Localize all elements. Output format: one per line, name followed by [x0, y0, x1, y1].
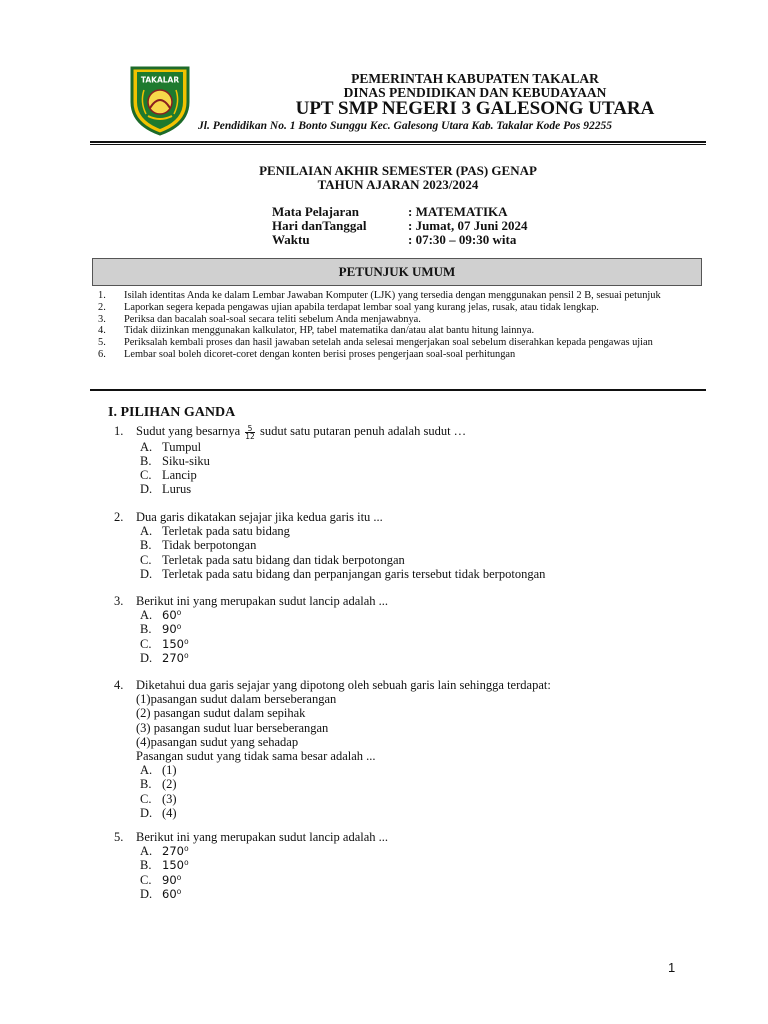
statement-item: (1)pasangan sudut dalam berseberangan: [136, 692, 337, 707]
answer-option: C. Lancip: [140, 468, 197, 483]
answer-option: D. 270⁰: [140, 650, 189, 665]
question-stem: 1. Sudut yang besarnya $\frac{5}{12}$ sudut satu putaran penuh adalah sudut …: [114, 423, 467, 441]
instruction-item: 6. Lembar soal boleh dicoret-coret dengan konten berisi proses pengerjaan soal-soal perhitungan: [98, 348, 516, 360]
answer-option: C. Terletak pada satu bidang dan tidak berpotongan: [140, 552, 405, 567]
meta-value: : Jumat, 07 Juni 2024: [408, 218, 528, 233]
exam-year: TAHUN AJARAN 2023/2024: [317, 177, 479, 192]
question-stem: 2. Dua garis dikatakan sejajar jika kedua garis itu ...: [114, 510, 383, 524]
answer-option: B. Siku-siku: [140, 453, 210, 468]
instructions-divider: [90, 389, 706, 391]
answer-option: D. (4): [140, 805, 177, 820]
instruction-item: 1. Isilah identitas Anda ke dalam Lembar Jawaban Komputer (LJK) yang tersedia dengan menggunakan pensil 2 B, sesuai petunjuk: [98, 290, 661, 301]
fraction: $\frac{5}{12}$: [245, 423, 255, 441]
answer-option: C. 150⁰: [140, 636, 189, 651]
instructions-heading: PETUNJUK UMUM: [92, 258, 702, 286]
svg-text:TAKALAR: TAKALAR: [140, 75, 180, 85]
answer-option: A. 270⁰: [140, 844, 189, 859]
instruction-item: 3. Periksa dan bacalah soal-soal secara teliti sebelum Anda menjawabnya.: [98, 313, 421, 325]
question-4: [114, 678, 714, 820]
header-divider-thin: [90, 144, 706, 145]
answer-option: A. Tumpul: [140, 439, 202, 454]
answer-option: B. 90⁰: [140, 622, 182, 637]
statement-item: (2) pasangan sudut dalam sepihak: [136, 706, 306, 721]
question-prompt: Pasangan sudut yang tidak sama besar adalah ...: [136, 749, 376, 764]
page-number: 1: [668, 960, 676, 975]
answer-option: B. (2): [140, 777, 177, 792]
answer-option: C. (3): [140, 791, 177, 806]
answer-option: D. 60⁰: [140, 886, 182, 901]
instructions-list: [98, 290, 698, 361]
header-government: PEMERINTAH KABUPATEN TAKALAR: [351, 71, 599, 86]
header-school-name: UPT SMP NEGERI 3 GALESONG UTARA: [295, 98, 655, 119]
answer-option: B. 150⁰: [140, 858, 189, 873]
meta-key: Hari danTanggal: [272, 218, 367, 233]
statement-item: (3) pasangan sudut luar berseberangan: [136, 720, 329, 735]
answer-option: D. Lurus: [140, 482, 192, 497]
meta-key: Waktu: [272, 232, 310, 247]
answer-option: B. Tidak berpotongan: [140, 538, 257, 553]
meta-key: Mata Pelajaran: [272, 204, 360, 219]
answer-option: A. (1): [140, 763, 177, 778]
meta-value: : MATEMATIKA: [408, 204, 508, 219]
question-1: [114, 424, 714, 496]
header-address: Jl. Pendidikan No. 1 Bonto Sunggu Kec. Galesong Utara Kab. Takalar Kode Pos 92255: [198, 120, 612, 132]
instruction-item: 4. Tidak diizinkan menggunakan kalkulator, HP, tabel matematika dan/atau alat bantu hitung lainnya.: [98, 325, 535, 337]
answer-option: D. Terletak pada satu bidang dan perpanjangan garis tersebut tidak berpotongan: [140, 566, 546, 581]
question-3: [114, 594, 714, 665]
section-title: I. PILIHAN GANDA: [108, 405, 236, 420]
answer-option: C. 90⁰: [140, 872, 182, 887]
question-stem: 4. Diketahui dua garis sejajar yang dipotong oleh sebuah garis lain sehingga terdapat:: [114, 678, 551, 692]
exam-title: PENILAIAN AKHIR SEMESTER (PAS) GENAP: [259, 163, 537, 178]
question-stem: 5. Berikut ini yang merupakan sudut lancip adalah ...: [114, 830, 389, 844]
header-divider: [90, 141, 706, 143]
question-2: [114, 510, 714, 581]
instruction-item: 2. Laporkan segera kepada pengawas ujian apabila terdapat lembar soal yang kurang jelas, rusak, atau tidak lengkap.: [98, 301, 599, 313]
answer-option: A. 60⁰: [140, 608, 182, 623]
answer-option: A. Terletak pada satu bidang: [140, 524, 290, 539]
header-department: DINAS PENDIDIKAN DAN KEBUDAYAAN: [343, 85, 607, 100]
question-stem: 3. Berikut ini yang merupakan sudut lancip adalah ...: [114, 594, 389, 608]
instruction-item: 5. Periksalah kembali proses dan hasil jawaban setelah anda selesai mengerjakan soal sebelum diserahkan kepada pengawas ujian: [98, 337, 653, 349]
statement-item: (4)pasangan sudut yang sehadap: [136, 734, 299, 749]
meta-value: : 07:30 – 09:30 wita: [408, 232, 517, 247]
question-5: [114, 830, 714, 901]
